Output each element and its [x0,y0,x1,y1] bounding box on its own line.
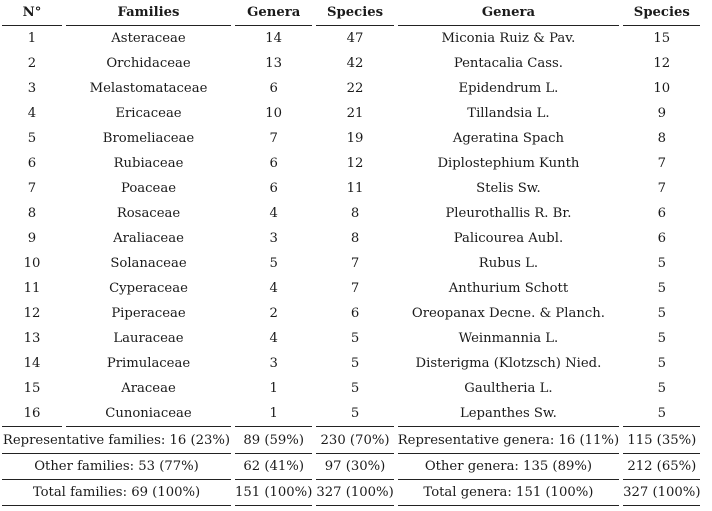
genus-species-count: 7 [657,181,666,196]
family-genera-count: 13 [265,56,283,71]
family-species-count: 5 [350,381,360,396]
row-number: 8 [27,206,37,221]
summary-genera-species: 115 (35%) [623,427,700,454]
header-genera-2: Genera [398,0,619,26]
row-number: 16 [2,401,62,427]
genus-name: Palicourea Aubl. [453,231,564,246]
table-row [2,101,700,126]
genus-name: Pentacalia Cass. [453,56,563,71]
header-row [2,0,700,26]
genus-species-count: 5 [657,381,666,396]
genus-species-count: 6 [657,231,666,246]
family-name: Rubiaceae [113,156,184,171]
family-genera-count: 3 [269,356,278,371]
family-species-count: 5 [350,331,360,346]
summary-families-label: Other families: 53 (77%) [2,454,231,480]
summary-families-label: Total families: 69 (100%) [2,480,231,506]
family-name: Asteraceae [111,31,186,46]
genus-name: Epidendrum L. [458,81,559,96]
genus-name: Stelis Sw. [476,181,541,196]
header-families: Families [66,0,231,26]
family-genera-count: 10 [265,106,283,121]
summary-genera: 62 (41%) [235,454,312,480]
summary-genera-label: Total genera: 151 (100%) [398,480,619,506]
genus-name: Miconia Ruiz & Pav. [441,31,576,46]
table-row [2,251,700,276]
summary-genera-species: 327 (100%) [623,480,700,506]
family-species-count: 19 [346,131,364,146]
family-genera-count: 1 [269,381,278,396]
family-species-count: 8 [350,206,360,221]
table-row [2,276,700,301]
genus-species-count: 8 [657,131,666,146]
family-genera-count: 3 [269,231,278,246]
family-genera-count: 4 [269,331,278,346]
genus-name: Gaultheria L. [464,381,553,396]
family-genera-count: 4 [269,281,278,296]
family-name: Ericaceae [115,106,182,121]
table-row [2,51,700,76]
family-name: Melastomataceae [89,81,208,96]
family-species-count: 47 [346,31,364,46]
family-species-count: 5 [316,401,393,427]
summary-row [2,454,700,480]
family-name: Cunoniaceae [66,401,231,427]
table-row [2,76,700,101]
summary-row [2,427,700,454]
header-genera: Genera [235,0,312,26]
genus-species-count: 10 [653,81,671,96]
family-name: Primulaceae [106,356,191,371]
family-genera-count: 5 [269,256,278,271]
row-number: 14 [23,356,41,371]
genus-name: Rubus L. [478,256,539,271]
genus-species-count: 6 [657,206,666,221]
family-species-count: 5 [350,356,360,371]
family-name: Poaceae [121,181,176,196]
genus-name: Weinmannia L. [458,331,559,346]
summary-genera: 151 (100%) [235,480,312,506]
family-genera-count: 4 [269,206,278,221]
family-species-count: 22 [346,81,364,96]
family-species-count: 7 [350,256,360,271]
header-species: Species [316,0,393,26]
table-body [2,26,700,427]
row-number: 2 [27,56,37,71]
genus-name: Lepanthes Sw. [398,401,619,427]
genus-species-count: 5 [657,331,666,346]
summary-genera-label: Other genera: 135 (89%) [398,454,619,480]
row-number: 15 [23,381,41,396]
genus-name: Diplostephium Kunth [437,156,580,171]
row-number: 12 [23,306,41,321]
genus-species-count: 5 [657,356,666,371]
table-row [2,326,700,351]
family-species-count: 11 [346,181,364,196]
family-genera-count: 1 [235,401,312,427]
family-genera-count: 6 [269,181,278,196]
genus-name: Anthurium Schott [448,281,569,296]
family-genera-count: 14 [265,31,283,46]
family-genera-count: 2 [269,306,278,321]
row-number: 11 [23,281,41,296]
genus-name: Oreopanax Decne. & Planch. [411,306,605,321]
genus-name: Ageratina Spach [452,131,565,146]
row-number: 5 [27,131,37,146]
family-name: Piperaceae [111,306,186,321]
table-row [2,301,700,326]
family-name: Lauraceae [113,331,184,346]
genus-species-count: 9 [657,106,666,121]
summary-species: 97 (30%) [316,454,393,480]
table-row [2,201,700,226]
table-row [2,176,700,201]
summary-genera: 89 (59%) [235,427,312,454]
row-number: 7 [27,181,37,196]
row-number: 4 [27,106,37,121]
genus-species-count: 5 [623,401,700,427]
genus-name: Pleurothallis R. Br. [445,206,572,221]
family-genera-count: 6 [269,81,278,96]
family-genera-count: 6 [269,156,278,171]
summary-families-label: Representative families: 16 (23%) [2,427,231,454]
summary-genera-label: Representative genera: 16 (11%) [398,427,619,454]
table-row [2,126,700,151]
genus-species-count: 12 [653,56,671,71]
family-name: Rosaceae [116,206,181,221]
family-name: Solanaceae [110,256,187,271]
summary-body [2,427,700,506]
table-row [2,151,700,176]
summary-species: 230 (70%) [316,427,393,454]
genus-species-count: 15 [653,31,671,46]
genus-name: Disterigma (Klotzsch) Nied. [415,356,602,371]
family-name: Araceae [121,381,176,396]
family-species-count: 8 [350,231,360,246]
genus-species-count: 7 [657,156,666,171]
family-name: Araliaceae [113,231,184,246]
genus-species-count: 5 [657,306,666,321]
family-species-count: 6 [350,306,360,321]
table-row [2,226,700,251]
row-number: 1 [27,31,37,46]
summary-genera-species: 212 (65%) [623,454,700,480]
family-name: Cyperaceae [109,281,188,296]
row-number: 3 [27,81,37,96]
family-genera-count: 7 [269,131,278,146]
header-number: N° [2,0,62,26]
family-name: Orchidaceae [106,56,191,71]
summary-row [2,480,700,506]
genus-name: Tillandsia L. [467,106,550,121]
table-row [2,376,700,401]
family-species-count: 21 [346,106,364,121]
family-name: Bromeliaceae [102,131,195,146]
header-species-2: Species [623,0,700,26]
row-number: 13 [23,331,41,346]
row-number: 10 [23,256,41,271]
row-number: 9 [27,231,37,246]
family-species-count: 7 [350,281,360,296]
summary-species: 327 (100%) [316,480,393,506]
row-number: 6 [27,156,37,171]
table-row [2,26,700,51]
family-species-count: 12 [346,156,364,171]
genus-species-count: 5 [657,281,666,296]
table-row [2,401,700,427]
family-species-count: 42 [346,56,364,71]
table-row [2,351,700,376]
genus-species-count: 5 [657,256,666,271]
